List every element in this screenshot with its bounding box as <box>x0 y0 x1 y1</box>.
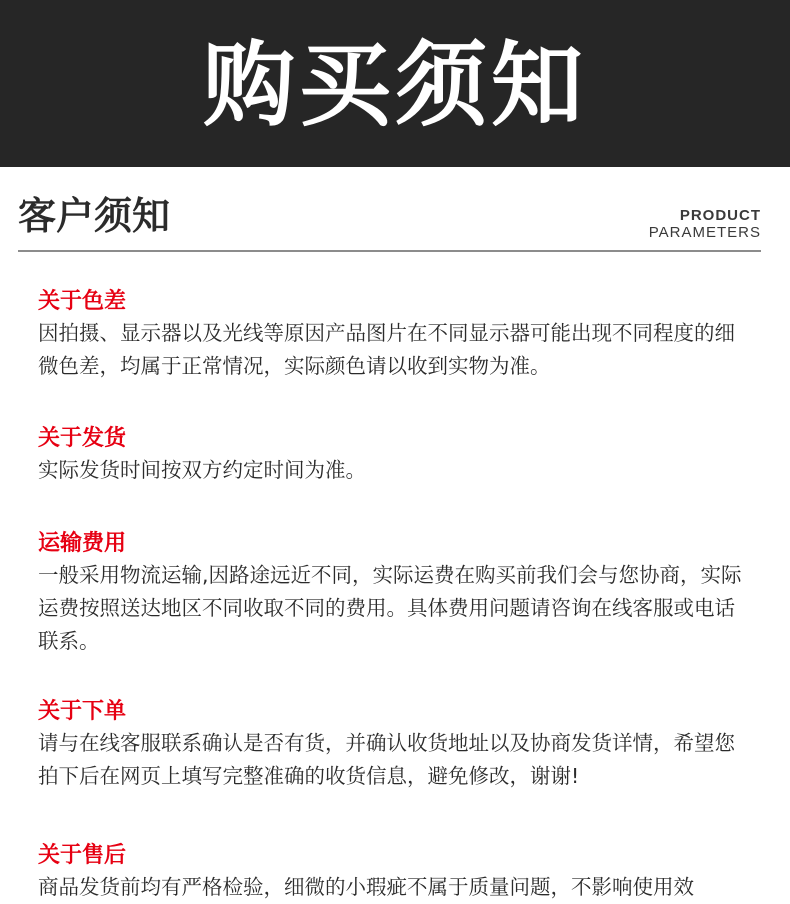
section-english-label <box>649 207 761 242</box>
notice-title: 运输费用 <box>38 531 127 556</box>
notice-title: 关于色差 <box>38 289 127 314</box>
notice-body: 一般采用物流运输,因路途远近不同，实际运费在购买前我们会与您协商，实际运费按照送达地区不同收取不同的费用。具体费用问题请咨询在线客服或电话联系。 <box>38 563 742 653</box>
notice-ordering <box>38 697 750 793</box>
notice-body: 商品发货前均有严格检验，细微的小瑕疵不属于质量问题，不影响使用效 <box>38 875 694 899</box>
notice-body: 请与在线客服联系确认是否有货，并确认收货地址以及协商发货详情，希望您拍下后在网页上填写完整准确的收货信息，避免修改，谢谢! <box>38 731 735 788</box>
notice-body: 实际发货时间按双方约定时间为准。 <box>38 458 366 482</box>
notice-body: 因拍摄、显示器以及光线等原因产品图片在不同显示器可能出现不同程度的细微色差，均属于正常情况，实际颜色请以收到实物为准。 <box>38 321 735 378</box>
banner-title: 购买须知 <box>202 31 587 139</box>
banner <box>0 0 790 167</box>
section-header <box>18 190 761 252</box>
notice-title: 关于下单 <box>38 699 127 724</box>
english-label-line2: PARAMETERS <box>648 224 761 242</box>
notice-shipping <box>38 424 750 487</box>
english-label-line1: PRODUCT <box>679 207 761 224</box>
notice-title: 关于售后 <box>38 843 127 868</box>
notice-after-sales <box>38 841 750 904</box>
notice-color-difference <box>38 287 750 383</box>
notice-title: 关于发货 <box>38 426 127 451</box>
section-title: 客户须知 <box>18 194 171 238</box>
notice-freight <box>38 529 750 658</box>
